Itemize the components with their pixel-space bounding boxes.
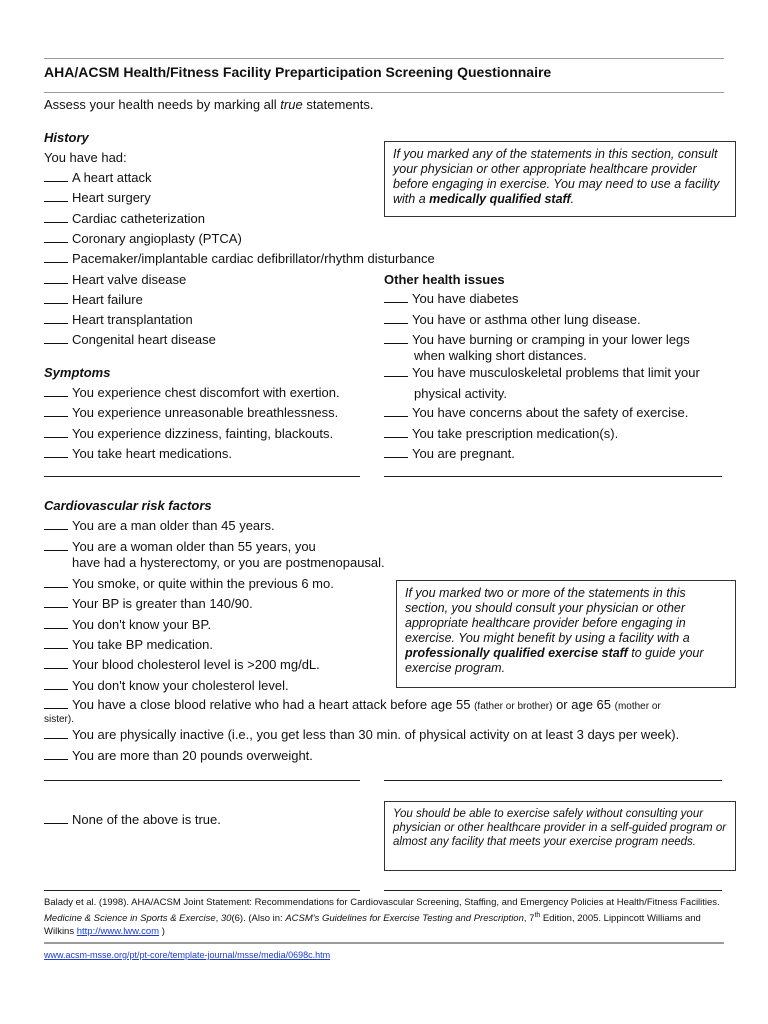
- symptom-item[interactable]: You take heart medications.: [44, 446, 232, 462]
- history-item[interactable]: Heart surgery: [44, 190, 151, 206]
- other-heading: Other health issues: [384, 272, 505, 287]
- checkbox-blank[interactable]: [44, 812, 68, 824]
- checkbox-blank[interactable]: [384, 365, 408, 377]
- cv-item[interactable]: You smoke, or quite within the previous 6 mo.: [44, 576, 334, 592]
- checkbox-blank[interactable]: [384, 446, 408, 458]
- cv-item-relative-continued: sister).: [44, 714, 74, 725]
- checkbox-blank[interactable]: [44, 312, 68, 324]
- checkbox-blank[interactable]: [44, 518, 68, 530]
- page-title: AHA/ACSM Health/Fitness Facility Preparticipation Screening Questionnaire: [44, 64, 552, 80]
- history-item[interactable]: Heart valve disease: [44, 272, 186, 288]
- reference-citation: Balady et al. (1998). AHA/ACSM Joint Statement: Recommendations for Cardiovascular Screening, Staffing, and Emergency Policies at Health/Fitness Facilities. Medicine & Science in Sports & Exercise, 30(6). (Also in: ACSM's Guidelines for Exercise Testing and Prescription, 7th Edition, 2005. Lippincott Williams and Wilkins http://www.lww.com ): [44, 897, 720, 938]
- cv-item[interactable]: You don't know your BP.: [44, 617, 211, 633]
- history-item[interactable]: A heart attack: [44, 170, 152, 186]
- history-item[interactable]: Pacemaker/implantable cardiac defibrillator/rhythm disturbance: [44, 251, 435, 267]
- checkbox-blank[interactable]: [44, 231, 68, 243]
- checkbox-blank[interactable]: [44, 426, 68, 438]
- instruction-text: Assess your health needs by marking all: [44, 97, 281, 112]
- cv-item[interactable]: Your BP is greater than 140/90.: [44, 596, 253, 612]
- box1-bold: medically qualified staff: [429, 192, 571, 206]
- history-item[interactable]: Congenital heart disease: [44, 332, 216, 348]
- checkbox-blank[interactable]: [44, 617, 68, 629]
- box2-bold: professionally qualified exercise staff: [405, 646, 628, 660]
- box1-text: If you marked any of the statements in this section, consult your physician or other appropriate healthcare provider before engaging in exercise. You may need to use a facility with a: [393, 147, 720, 206]
- history-item[interactable]: Heart failure: [44, 292, 143, 308]
- cv-heading: Cardiovascular risk factors: [44, 498, 212, 513]
- other-item[interactable]: You have burning or cramping in your lower legs: [384, 332, 690, 348]
- checkbox-blank[interactable]: [44, 385, 68, 397]
- other-item[interactable]: You have musculoskeletal problems that limit your: [384, 365, 700, 381]
- checkbox-blank[interactable]: [44, 748, 68, 760]
- cv-item[interactable]: You are more than 20 pounds overweight.: [44, 748, 313, 764]
- checkbox-blank[interactable]: [44, 697, 68, 709]
- checkbox-blank[interactable]: [44, 657, 68, 669]
- footer-rule: [44, 942, 724, 944]
- section-separator: [384, 476, 722, 477]
- checkbox-blank[interactable]: [44, 405, 68, 417]
- section-separator: [44, 476, 360, 477]
- publisher-link[interactable]: http://www.lww.com: [76, 926, 160, 938]
- box2-end: to guide your exercise program.: [405, 646, 704, 675]
- history-item[interactable]: Heart transplantation: [44, 312, 193, 328]
- none-item[interactable]: None of the above is true.: [44, 812, 221, 828]
- checkbox-blank[interactable]: [44, 211, 68, 223]
- checkbox-blank[interactable]: [384, 426, 408, 438]
- title-bottom-rule: [44, 92, 724, 93]
- checkbox-blank[interactable]: [384, 312, 408, 324]
- symptom-item[interactable]: You experience chest discomfort with exertion.: [44, 385, 340, 401]
- cv-item[interactable]: You take BP medication.: [44, 637, 213, 653]
- checkbox-blank[interactable]: [44, 446, 68, 458]
- no-risk-box: You should be able to exercise safely without consulting your physician or other healthcare provider in a self-guided program or almost any facility that meets your exercise program needs.: [384, 801, 736, 871]
- history-item[interactable]: Cardiac catheterization: [44, 211, 205, 227]
- checkbox-blank[interactable]: [44, 596, 68, 608]
- checkbox-blank[interactable]: [384, 291, 408, 303]
- other-item[interactable]: You have or asthma other lung disease.: [384, 312, 641, 328]
- checkbox-blank[interactable]: [44, 292, 68, 304]
- checkbox-blank[interactable]: [44, 190, 68, 202]
- cv-item-relative[interactable]: You have a close blood relative who had a heart attack before age 55 (father or brother) or age 65 (mother or: [44, 697, 661, 715]
- checkbox-blank[interactable]: [384, 332, 408, 344]
- symptom-item[interactable]: You experience dizziness, fainting, blackouts.: [44, 426, 333, 442]
- cv-item[interactable]: You are a man older than 45 years.: [44, 518, 275, 534]
- cv-item[interactable]: Your blood cholesterol level is >200 mg/dL.: [44, 657, 320, 673]
- history-intro: You have had:: [44, 150, 127, 165]
- checkbox-blank[interactable]: [44, 272, 68, 284]
- cv-item-continued: have had a hysterectomy, or you are postmenopausal.: [72, 555, 385, 570]
- instruction-emphasis: true: [280, 97, 303, 112]
- checkbox-blank[interactable]: [384, 405, 408, 417]
- checkbox-blank[interactable]: [44, 251, 68, 263]
- box1-end: .: [570, 192, 575, 206]
- history-item[interactable]: Coronary angioplasty (PTCA): [44, 231, 242, 247]
- other-item-continued: physical activity.: [414, 386, 507, 401]
- section-separator: [44, 890, 360, 891]
- section-separator: [384, 780, 722, 781]
- box2-text: If you marked two or more of the statements in this section, you should consult your physician or other appropriate healthcare provider before engaging in exercise. You might benefit by using a facility with a: [405, 586, 690, 645]
- other-item[interactable]: You take prescription medication(s).: [384, 426, 618, 442]
- section-separator: [384, 890, 722, 891]
- history-heading: History: [44, 130, 89, 145]
- cv-item[interactable]: You are a woman older than 55 years, you: [44, 539, 316, 555]
- history-advice-box: [384, 141, 736, 217]
- checkbox-blank[interactable]: [44, 332, 68, 344]
- checkbox-blank[interactable]: [44, 576, 68, 588]
- footer-link[interactable]: www.acsm-msse.org/pt/pt-core/template-journal/msse/media/0698c.htm: [44, 950, 331, 960]
- cv-item[interactable]: You are physically inactive (i.e., you get less than 30 min. of physical activity on at least 3 days per week).: [44, 727, 679, 743]
- checkbox-blank[interactable]: [44, 170, 68, 182]
- other-item[interactable]: You are pregnant.: [384, 446, 515, 462]
- checkbox-blank[interactable]: [44, 727, 68, 739]
- other-item[interactable]: You have concerns about the safety of exercise.: [384, 405, 688, 421]
- instruction-text-end: statements.: [302, 97, 374, 112]
- cv-item[interactable]: You don't know your cholesterol level.: [44, 678, 289, 694]
- title-top-rule: [44, 58, 724, 59]
- other-item-continued: when walking short distances.: [414, 348, 587, 363]
- checkbox-blank[interactable]: [44, 678, 68, 690]
- instruction: [44, 97, 374, 113]
- symptoms-heading: Symptoms: [44, 365, 111, 380]
- checkbox-blank[interactable]: [44, 637, 68, 649]
- checkbox-blank[interactable]: [44, 539, 68, 551]
- section-separator: [44, 780, 360, 781]
- cv-advice-box: [396, 580, 736, 688]
- other-item[interactable]: You have diabetes: [384, 291, 519, 307]
- symptom-item[interactable]: You experience unreasonable breathlessness.: [44, 405, 338, 421]
